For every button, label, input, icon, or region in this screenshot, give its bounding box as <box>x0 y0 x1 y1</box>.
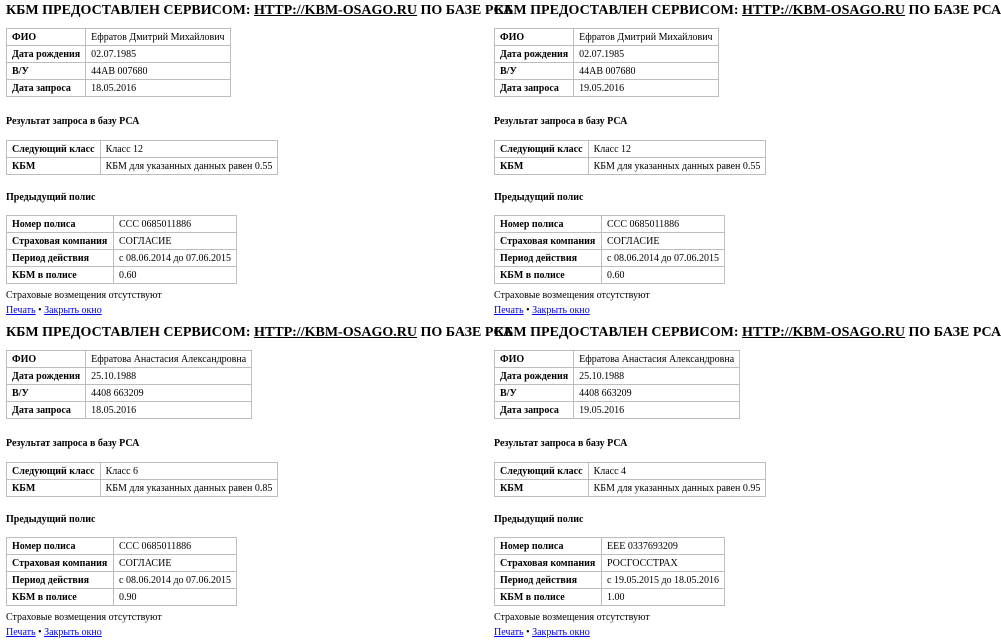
result-table <box>494 462 766 497</box>
kbm-policy-label: КБМ в полисе <box>495 267 602 284</box>
person-table <box>6 350 252 419</box>
table-row <box>7 480 278 497</box>
period-label: Период действия <box>7 572 114 589</box>
no-claims-note: Страховые возмещения отсутствуют <box>6 290 162 301</box>
table-row <box>495 555 725 572</box>
close-window-link[interactable]: Закрыть окно <box>532 305 590 316</box>
req-date-label: Дата запроса <box>7 402 86 419</box>
kbm-report-panel <box>0 322 514 644</box>
dob-label: Дата рождения <box>495 46 574 63</box>
service-link[interactable]: HTTP://KBM-OSAGO.RU <box>742 325 905 340</box>
company-value: СОГЛАСИЕ <box>114 555 237 572</box>
req-date-value: 19.05.2016 <box>574 80 718 97</box>
policy-no-label: Номер полиса <box>495 216 602 233</box>
kbm-policy-value: 0.60 <box>602 267 725 284</box>
table-row <box>7 572 237 589</box>
header-suffix: ПО БАЗЕ РСА <box>420 325 514 340</box>
table-row <box>7 385 252 402</box>
vu-label: В/У <box>7 385 86 402</box>
kbm-policy-label: КБМ в полисе <box>495 589 602 606</box>
header-prefix: КБМ ПРЕДОСТАВЛЕН СЕРВИСОМ: <box>494 325 739 340</box>
table-row <box>495 29 719 46</box>
table-row <box>7 141 278 158</box>
table-row <box>495 233 725 250</box>
req-date-value: 18.05.2016 <box>86 80 230 97</box>
table-row <box>495 351 740 368</box>
policy-no-value: ССС 0685011886 <box>602 216 725 233</box>
req-date-label: Дата запроса <box>7 80 86 97</box>
dob-value: 25.10.1988 <box>86 368 252 385</box>
header-suffix: ПО БАЗЕ РСА <box>908 3 1001 18</box>
service-link[interactable]: HTTP://KBM-OSAGO.RU <box>254 325 417 340</box>
table-row <box>495 368 740 385</box>
result-table <box>494 140 766 175</box>
table-row <box>495 463 766 480</box>
no-claims-note: Страховые возмещения отсутствуют <box>494 290 650 301</box>
req-date-value: 19.05.2016 <box>574 402 740 419</box>
next-class-label: Следующий класс <box>495 141 589 158</box>
service-link[interactable]: HTTP://KBM-OSAGO.RU <box>742 3 905 18</box>
dob-value: 25.10.1988 <box>574 368 740 385</box>
table-row <box>7 351 252 368</box>
table-row <box>7 29 231 46</box>
links-separator: • <box>38 627 42 638</box>
print-link[interactable]: Печать <box>494 627 524 638</box>
action-links <box>494 305 590 316</box>
table-row <box>495 402 740 419</box>
person-table <box>494 350 740 419</box>
vu-label: В/У <box>495 63 574 80</box>
kbm-value: КБМ для указанных данных равен 0.85 <box>100 480 278 497</box>
report-header <box>494 3 1001 19</box>
fio-label: ФИО <box>495 29 574 46</box>
kbm-label: КБМ <box>7 158 101 175</box>
close-window-link[interactable]: Закрыть окно <box>532 627 590 638</box>
kbm-label: КБМ <box>495 480 589 497</box>
policy-no-value: ЕЕЕ 0337693209 <box>602 538 725 555</box>
links-separator: • <box>526 305 530 316</box>
table-row <box>495 480 766 497</box>
table-row <box>7 267 237 284</box>
policy-table <box>6 537 237 606</box>
policy-no-value: ССС 0685011886 <box>114 216 237 233</box>
action-links <box>6 627 102 638</box>
dob-label: Дата рождения <box>7 368 86 385</box>
fio-label: ФИО <box>7 351 86 368</box>
kbm-value: КБМ для указанных данных равен 0.55 <box>588 158 766 175</box>
next-class-value: Класс 12 <box>588 141 766 158</box>
prev-policy-title: Предыдущий полис <box>6 514 96 525</box>
close-window-link[interactable]: Закрыть окно <box>44 627 102 638</box>
period-label: Период действия <box>495 250 602 267</box>
table-row <box>7 216 237 233</box>
fio-value: Ефратова Анастасия Александровна <box>574 351 740 368</box>
period-value: с 08.06.2014 до 07.06.2015 <box>602 250 725 267</box>
header-prefix: КБМ ПРЕДОСТАВЛЕН СЕРВИСОМ: <box>494 3 739 18</box>
kbm-label: КБМ <box>495 158 589 175</box>
fio-value: Ефратов Дмитрий Михайлович <box>86 29 230 46</box>
no-claims-note: Страховые возмещения отсутствуют <box>494 612 650 623</box>
table-row <box>495 538 725 555</box>
next-class-label: Следующий класс <box>495 463 589 480</box>
kbm-report-panel <box>0 0 514 322</box>
next-class-value: Класс 6 <box>100 463 278 480</box>
table-row <box>495 572 725 589</box>
table-row <box>7 463 278 480</box>
company-value: СОГЛАСИЕ <box>602 233 725 250</box>
result-title: Результат запроса в базу РСА <box>494 116 628 127</box>
policy-table <box>494 215 725 284</box>
vu-label: В/У <box>7 63 86 80</box>
report-header <box>6 325 513 341</box>
policy-no-label: Номер полиса <box>7 216 114 233</box>
vu-value: 4408 663209 <box>574 385 740 402</box>
period-value: с 19.05.2015 до 18.05.2016 <box>602 572 725 589</box>
company-label: Страховая компания <box>495 555 602 572</box>
kbm-policy-label: КБМ в полисе <box>7 589 114 606</box>
result-table <box>6 140 278 175</box>
kbm-report-panel <box>488 322 1001 644</box>
table-row <box>7 589 237 606</box>
table-row <box>7 555 237 572</box>
period-value: с 08.06.2014 до 07.06.2015 <box>114 572 237 589</box>
close-window-link[interactable]: Закрыть окно <box>44 305 102 316</box>
req-date-label: Дата запроса <box>495 402 574 419</box>
table-row <box>495 589 725 606</box>
company-label: Страховая компания <box>7 233 114 250</box>
table-row <box>495 385 740 402</box>
policy-table <box>494 537 725 606</box>
links-separator: • <box>38 305 42 316</box>
no-claims-note: Страховые возмещения отсутствуют <box>6 612 162 623</box>
kbm-report-panel <box>488 0 1001 322</box>
vu-value: 44АВ 007680 <box>574 63 718 80</box>
period-label: Период действия <box>7 250 114 267</box>
req-date-value: 18.05.2016 <box>86 402 252 419</box>
table-row <box>495 216 725 233</box>
table-row <box>7 80 231 97</box>
table-row <box>7 63 231 80</box>
table-row <box>7 368 252 385</box>
table-row <box>7 402 252 419</box>
fio-label: ФИО <box>495 351 574 368</box>
company-label: Страховая компания <box>7 555 114 572</box>
result-title: Результат запроса в базу РСА <box>494 438 628 449</box>
service-link[interactable]: HTTP://KBM-OSAGO.RU <box>254 3 417 18</box>
kbm-policy-label: КБМ в полисе <box>7 267 114 284</box>
table-row <box>7 538 237 555</box>
policy-no-label: Номер полиса <box>495 538 602 555</box>
report-header <box>6 3 513 19</box>
period-value: с 08.06.2014 до 07.06.2015 <box>114 250 237 267</box>
table-row <box>495 267 725 284</box>
prev-policy-title: Предыдущий полис <box>494 514 584 525</box>
fio-value: Ефратова Анастасия Александровна <box>86 351 252 368</box>
header-prefix: КБМ ПРЕДОСТАВЛЕН СЕРВИСОМ: <box>6 325 251 340</box>
dob-value: 02.07.1985 <box>86 46 230 63</box>
fio-value: Ефратов Дмитрий Михайлович <box>574 29 718 46</box>
header-suffix: ПО БАЗЕ РСА <box>420 3 514 18</box>
table-row <box>495 158 766 175</box>
kbm-policy-value: 0.60 <box>114 267 237 284</box>
kbm-value: КБМ для указанных данных равен 0.95 <box>588 480 766 497</box>
print-link[interactable]: Печать <box>6 627 36 638</box>
table-row <box>495 63 719 80</box>
table-row <box>7 46 231 63</box>
table-row <box>495 46 719 63</box>
req-date-label: Дата запроса <box>495 80 574 97</box>
table-row <box>7 158 278 175</box>
next-class-value: Класс 4 <box>588 463 766 480</box>
vu-value: 44АВ 007680 <box>86 63 230 80</box>
fio-label: ФИО <box>7 29 86 46</box>
next-class-label: Следующий класс <box>7 463 101 480</box>
table-row <box>495 80 719 97</box>
period-label: Период действия <box>495 572 602 589</box>
table-row <box>495 250 725 267</box>
kbm-label: КБМ <box>7 480 101 497</box>
table-row <box>7 250 237 267</box>
dob-label: Дата рождения <box>7 46 86 63</box>
action-links <box>494 627 590 638</box>
print-link[interactable]: Печать <box>6 305 36 316</box>
links-separator: • <box>526 627 530 638</box>
kbm-policy-value: 0.90 <box>114 589 237 606</box>
policy-no-value: ССС 0685011886 <box>114 538 237 555</box>
company-value: СОГЛАСИЕ <box>114 233 237 250</box>
next-class-label: Следующий класс <box>7 141 101 158</box>
table-row <box>7 233 237 250</box>
vu-label: В/У <box>495 385 574 402</box>
result-table <box>6 462 278 497</box>
kbm-policy-value: 1.00 <box>602 589 725 606</box>
person-table <box>6 28 231 97</box>
print-link[interactable]: Печать <box>494 305 524 316</box>
result-title: Результат запроса в базу РСА <box>6 438 140 449</box>
person-table <box>494 28 719 97</box>
dob-label: Дата рождения <box>495 368 574 385</box>
header-suffix: ПО БАЗЕ РСА <box>908 325 1001 340</box>
company-value: РОСГОССТРАХ <box>602 555 725 572</box>
header-prefix: КБМ ПРЕДОСТАВЛЕН СЕРВИСОМ: <box>6 3 251 18</box>
action-links <box>6 305 102 316</box>
next-class-value: Класс 12 <box>100 141 278 158</box>
vu-value: 4408 663209 <box>86 385 252 402</box>
kbm-value: КБМ для указанных данных равен 0.55 <box>100 158 278 175</box>
policy-no-label: Номер полиса <box>7 538 114 555</box>
prev-policy-title: Предыдущий полис <box>494 192 584 203</box>
policy-table <box>6 215 237 284</box>
prev-policy-title: Предыдущий полис <box>6 192 96 203</box>
report-header <box>494 325 1001 341</box>
table-row <box>495 141 766 158</box>
company-label: Страховая компания <box>495 233 602 250</box>
result-title: Результат запроса в базу РСА <box>6 116 140 127</box>
dob-value: 02.07.1985 <box>574 46 718 63</box>
